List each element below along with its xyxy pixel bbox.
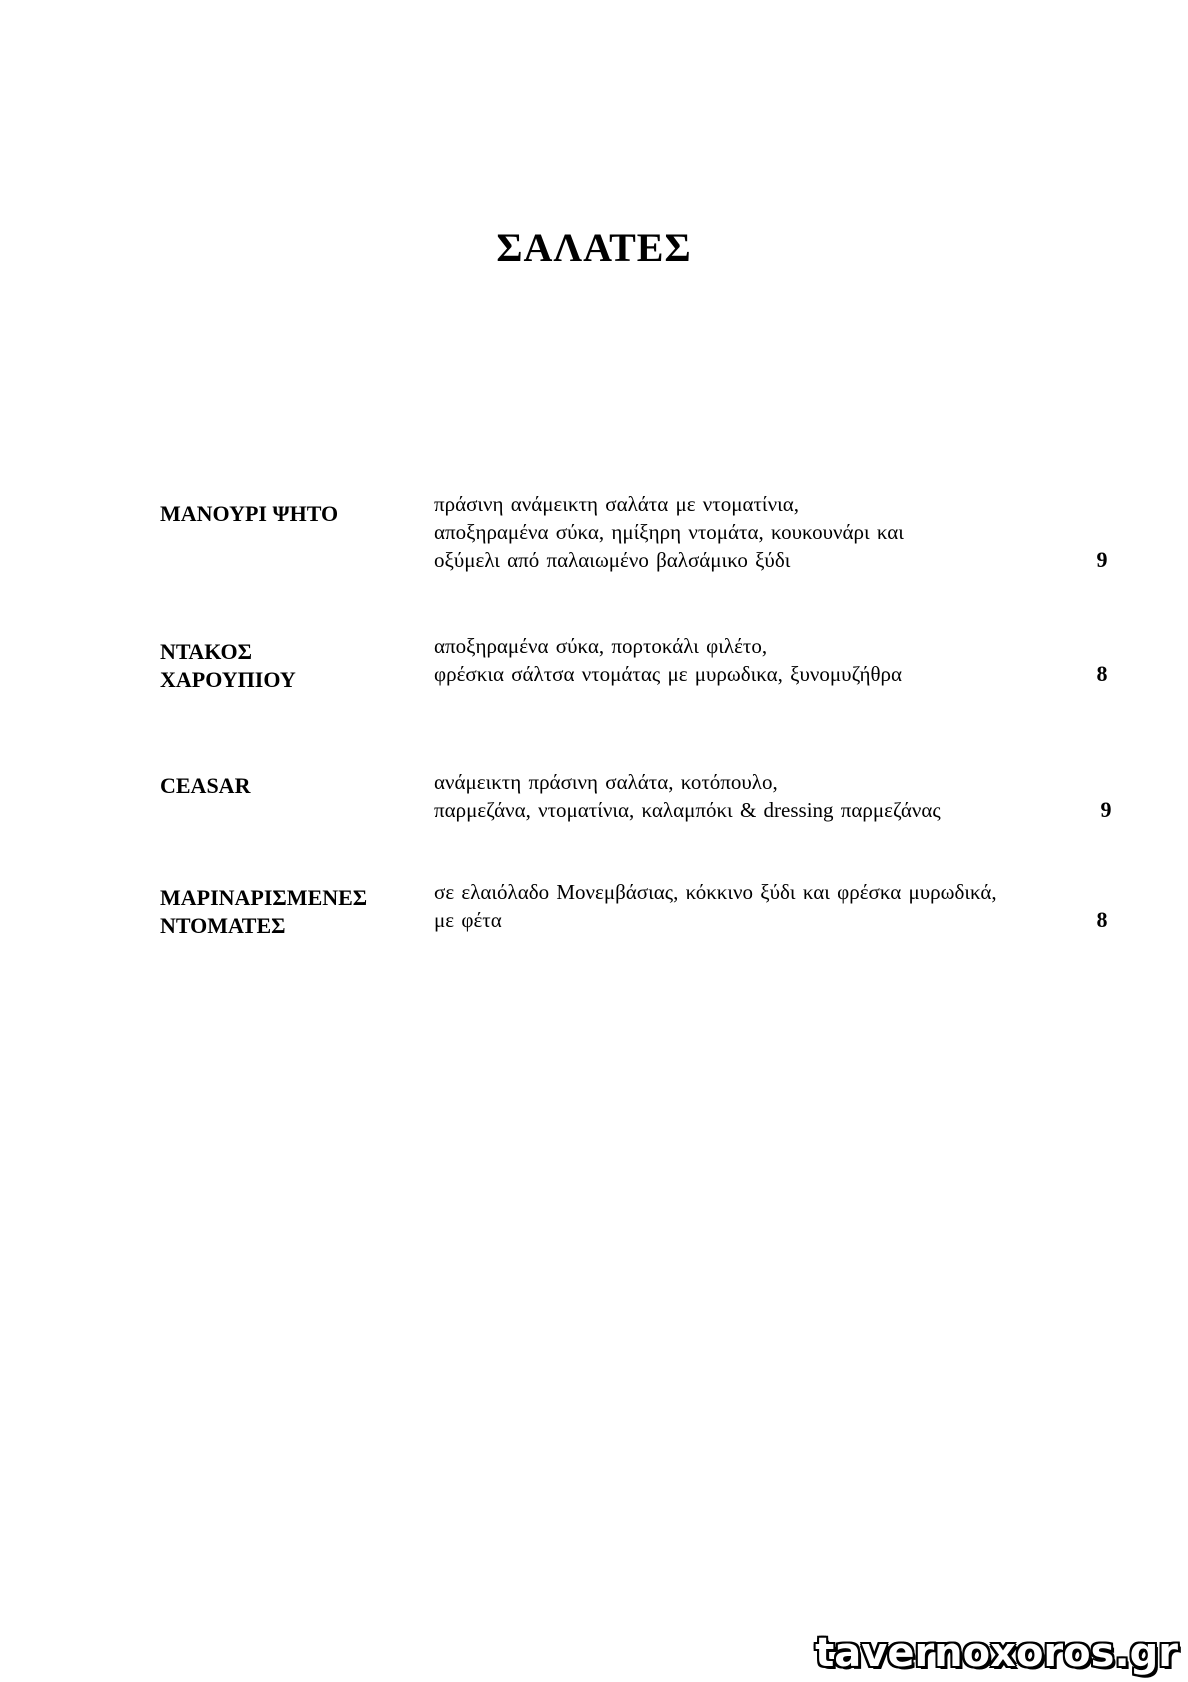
item-price: 8 <box>1096 661 1108 686</box>
item-name <box>160 500 420 528</box>
item-description <box>434 768 1074 824</box>
item-name-line: ΜΑΝΟΥΡΙ ΨΗΤΟ <box>160 501 339 526</box>
site-watermark: tavernoxoros.gr <box>815 1630 1178 1676</box>
item-description-line: οξύμελι από παλαιωμένο βαλσάμικο ξύδι <box>434 548 791 572</box>
item-name <box>160 638 420 694</box>
item-description-line: αποξηραμένα σύκα, πορτοκάλι φιλέτο, <box>434 634 768 658</box>
item-price: 9 <box>1100 797 1112 822</box>
item-name-line: ΜΑΡΙΝΑΡΙΣΜΕΝΕΣ <box>160 885 368 910</box>
item-description <box>434 490 1074 574</box>
item-description-line: παρμεζάνα, ντοματίνια, καλαμπόκι & dressing παρμεζάνας <box>434 798 941 822</box>
item-name-line: CEASAR <box>160 773 251 798</box>
item-description-line: φρέσκια σάλτσα ντομάτας με μυρωδικα, ξυνομυζήθρα <box>434 662 902 686</box>
item-name-line: ΧΑΡΟΥΠΙΟΥ <box>160 667 296 692</box>
item-price: 9 <box>1096 547 1108 572</box>
item-description-line: αποξηραμένα σύκα, ημίξηρη ντομάτα, κουκουνάρι και <box>434 520 904 544</box>
item-description-line: πράσινη ανάμεικτη σαλάτα με ντοματίνια, <box>434 492 799 516</box>
item-name-line: ΝΤΟΜΑΤΕΣ <box>160 913 286 938</box>
item-description-line: σε ελαιόλαδο Μονεμβάσιας, κόκκινο ξύδι και φρέσκα μυρωδικά, <box>434 880 997 904</box>
item-description-line: ανάμεικτη πράσινη σαλάτα, κοτόπουλο, <box>434 770 778 794</box>
item-description-line: με φέτα <box>434 908 502 932</box>
item-name <box>160 772 420 800</box>
item-description <box>434 878 1074 934</box>
page-title: ΣΑΛΑΤΕΣ <box>496 225 692 270</box>
item-name <box>160 884 420 940</box>
item-name-line: ΝΤΑΚΟΣ <box>160 639 252 664</box>
item-price: 8 <box>1096 907 1108 932</box>
item-description <box>434 632 1074 688</box>
